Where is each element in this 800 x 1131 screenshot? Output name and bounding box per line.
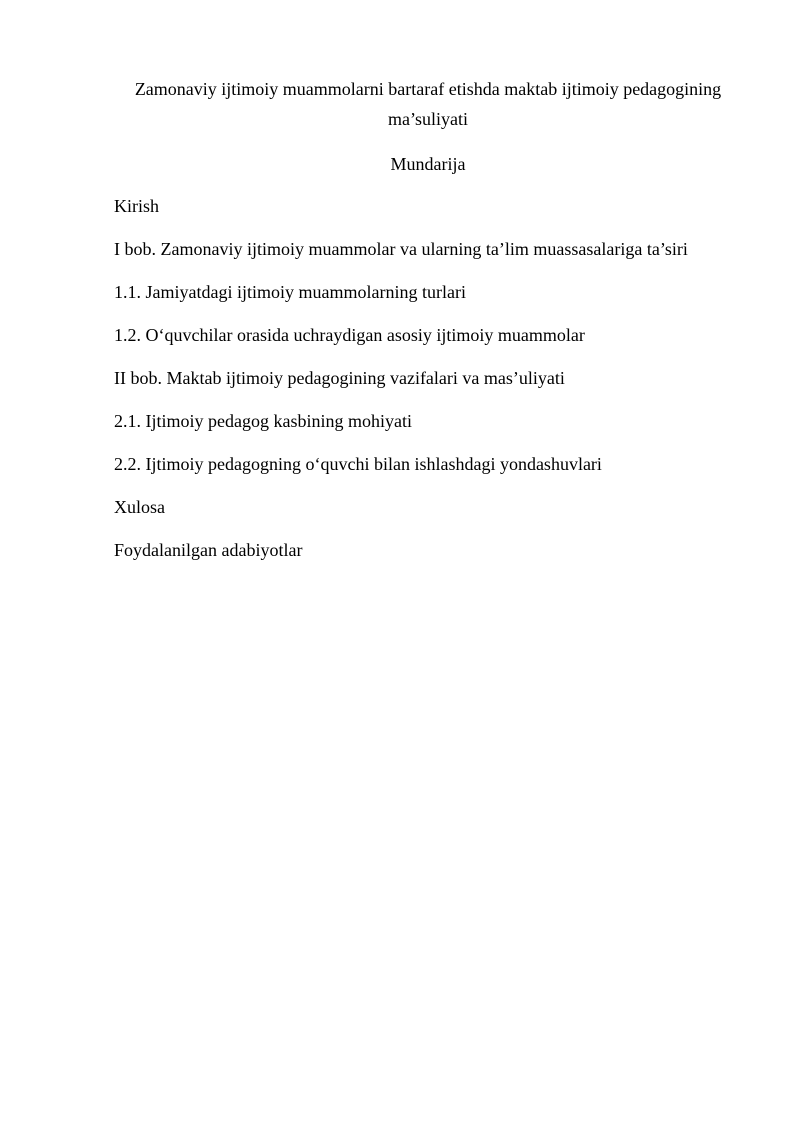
table-of-contents bbox=[114, 192, 754, 579]
toc-heading: Mundarija bbox=[390, 154, 466, 174]
toc-item-section-2-1: 2.1. Ijtimoiy pedagog kasbining mohiyati bbox=[114, 411, 412, 431]
toc-item-introduction: Kirish bbox=[114, 196, 159, 216]
toc-item-section-1-2: 1.2. O‘quvchilar orasida uchraydigan asosiy ijtimoiy muammolar bbox=[114, 325, 585, 345]
document-title: Zamonaviy ijtimoiy muammolarni bartaraf etishda maktab ijtimoiy pedagogining ma’suliyati bbox=[134, 79, 722, 129]
toc-item-section-1-1: 1.1. Jamiyatdagi ijtimoiy muammolarning turlari bbox=[114, 282, 466, 302]
toc-item-chapter-1: I bob. Zamonaviy ijtimoiy muammolar va ularning ta’lim muassasalariga ta’siri bbox=[114, 239, 688, 259]
toc-item-section-2-2: 2.2. Ijtimoiy pedagogning o‘quvchi bilan ishlashdagi yondashuvlari bbox=[114, 454, 602, 474]
toc-item-chapter-2: II bob. Maktab ijtimoiy pedagogining vazifalari va mas’uliyati bbox=[114, 368, 565, 388]
toc-item-references: Foydalanilgan adabiyotlar bbox=[114, 540, 303, 560]
toc-item-conclusion: Xulosa bbox=[114, 497, 165, 517]
